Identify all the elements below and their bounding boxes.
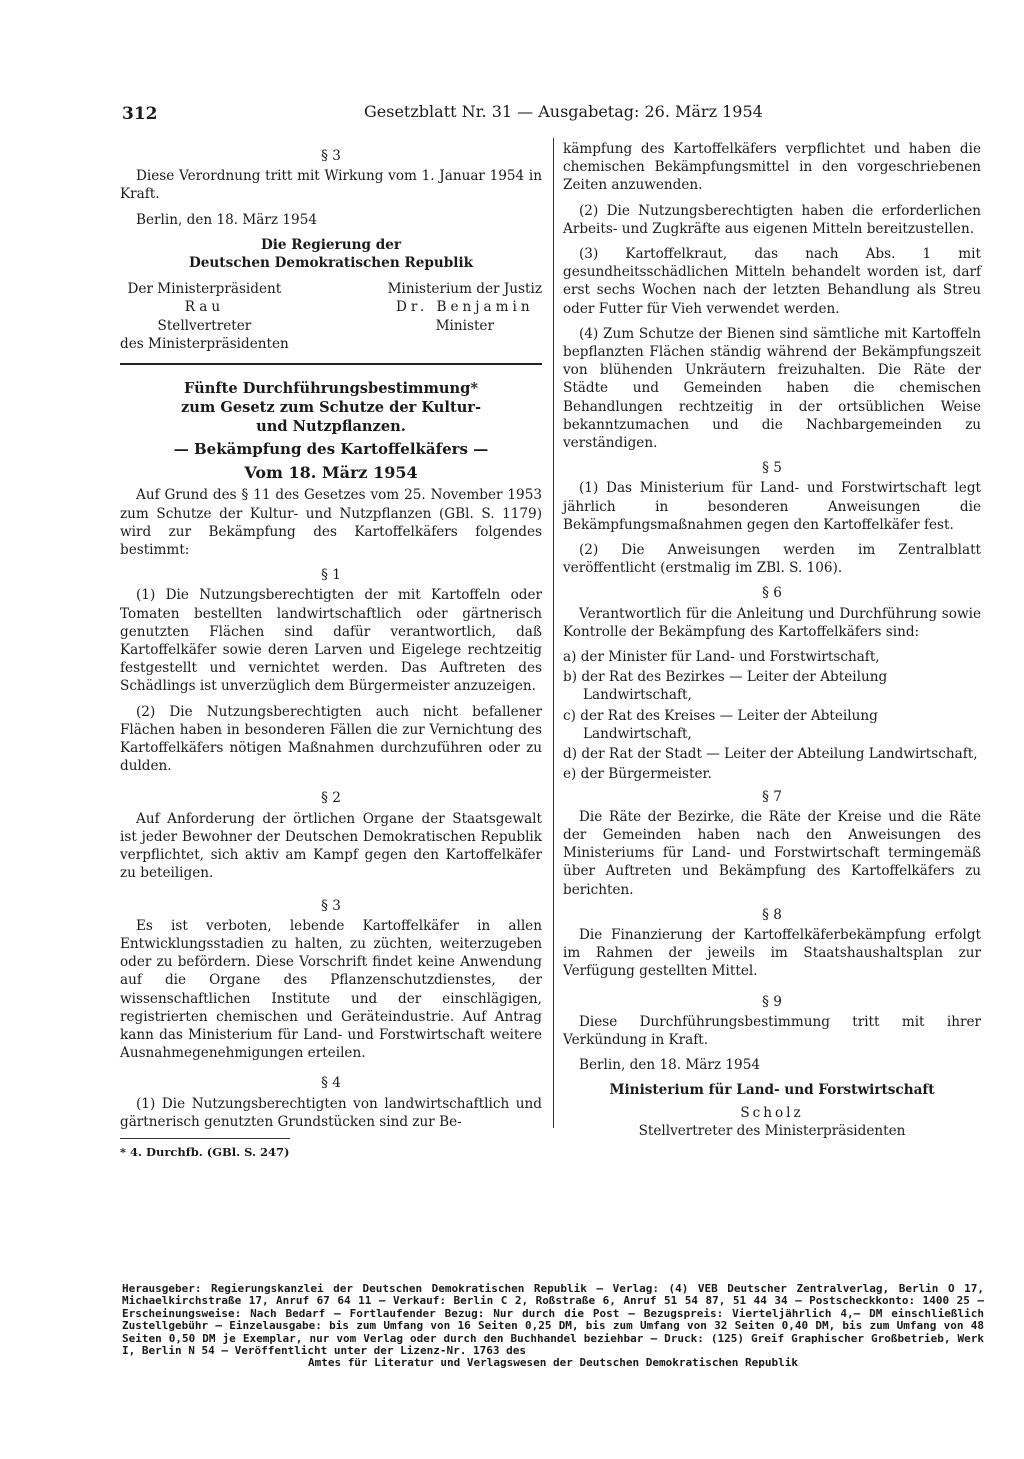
signature-name: Scholz <box>740 1104 804 1121</box>
paragraph: Diese Durchführungsbestimmung tritt mit ihrer Verkündung in Kraft. <box>563 1013 981 1048</box>
imprint <box>122 1283 984 1370</box>
paragraph: (2) Die Nutzungsberechtigten haben die erforderlichen Arbeits- und Zugkräfte aus eigenen Mitteln bereitzustellen. <box>563 202 981 237</box>
imprint-text: Herausgeber: Regierungskanzlei der Deutschen Demokratischen Republik — Verlag: (4) VEB Deutscher Zentralverlag, Berlin O 17, Michaelkirchstraße 17, Anruf 67 64 11 — Verkauf: Berlin C 2, Roßstraße 6, Anruf 51 54 87, 51 44 34 — Postscheckkonto: 1400 25 — Erscheinungsweise: Nach Bedarf — Fortlaufender Bezug: Nur durch die Post — Bezugspreis: Vierteljährlich 4,— DM einschließlich Zustellgebühr — Einzelausgabe: bis zum Umfang von 16 Seiten 0,25 DM, bis zum Umfang von 32 Seiten 0,40 DM, bis zum Umfang von 48 Seiten 0,50 DM je Exemplar, nur vom Verlag oder durch den Buchhandel beziehbar — Druck: (125) Greif Graphischer Großbetrieb, Werk I, Berlin N 54 — Veröffentlicht unter der Lizenz-Nr. 1763 des <box>122 1282 984 1358</box>
signature-block <box>120 280 542 353</box>
government-heading: Deutschen Demokratischen Republik <box>188 255 474 272</box>
paragraph: (1) Die Nutzungsberechtigten von landwirtschaftlich und gärtnerisch genutzten Grundstücken sind zur Be- <box>120 1095 542 1130</box>
footnote: * 4. Durchfb. (GBl. S. 247) <box>120 1144 290 1159</box>
paragraph: Die Räte der Bezirke, die Räte der Kreise und die Räte der Gemeinden haben nach den Anweisungen des Ministeriums für Land- und Forstwirtschaft termingemäß über Auftreten und Bekämpfung des Kartoffelkäfers zu berichten. <box>563 808 981 898</box>
paragraph: kämpfung des Kartoffelkäfers verpflichtet und haben die chemischen Bekämpfungsmittel in den vorgeschriebenen Zeiten anzuwenden. <box>563 141 981 194</box>
running-head: Gesetzblatt Nr. 31 — Ausgabetag: 26. März 1954 <box>364 102 763 121</box>
column-divider <box>553 138 554 1128</box>
paragraph: (2) Die Anweisungen werden im Zentralblatt veröffentlicht (erstmalig im ZBl. S. 106). <box>563 542 981 577</box>
signature-title: Der Ministerpräsident <box>127 281 282 298</box>
paragraph: Auf Anforderung der örtlichen Organe der Staatsgewalt ist jeder Bewohner der Deutschen Demokratischen Republik verpflichtet, sich aktiv am Kampf gegen den Kartoffelkäfer zu beteiligen. <box>120 810 542 882</box>
paragraph: (3) Kartoffelkraut, das nach Abs. 1 mit gesundheitsschädlichen Mitteln behandelt worden ist, darf erst sechs Wochen nach der letzten Behandlung als Streu oder Futter für Vieh verwendet werden. <box>563 246 981 317</box>
section-heading: § 8 <box>762 906 782 923</box>
decree-title: Fünfte Durchführungsbestimmung* <box>184 380 478 398</box>
signature-right <box>388 280 542 353</box>
decree-title: zum Gesetz zum Schutze der Kultur- <box>180 399 482 417</box>
date-line: Berlin, den 18. März 1954 <box>579 1057 760 1074</box>
paragraph: (4) Zum Schutze der Bienen sind sämtliche mit Kartoffeln bepflanzten Flächen ständig während der Bekämpfungszeit von blühenden Unkräutern freizuhalten. Die Räte der Städte und Gemeinden haben die chemischen Behandlungen rechtzeitig in der ortsüblichen Weise bekanntzumachen und die Nachbargemeinden zu verständigen. <box>563 325 981 452</box>
signature-role: Stellvertreter des Ministerpräsidenten <box>638 1122 906 1139</box>
paragraph: Die Finanzierung der Kartoffelkäferbekämpfung erfolgt im Rahmen der jeweils im Staatshaushaltsplan zur Verfügung gestellten Mittel. <box>563 926 981 980</box>
government-heading: Die Regierung der <box>260 236 402 253</box>
left-column <box>120 143 542 1161</box>
ministry-heading: Ministerium für Land- und Forstwirtschaft <box>609 1082 935 1099</box>
section-heading: § 3 <box>321 148 341 164</box>
section-heading: § 4 <box>321 1075 341 1092</box>
page-number: 312 <box>122 104 158 124</box>
paragraph: Es ist verboten, lebende Kartoffelkäfer in allen Entwicklungsstadien zu halten, zu züchten, weiterzugeben oder zu befördern. Diese Vorschrift findet keine Anwendung auf die Organe des Pflanzenschutzdienstes, der wissenschaftlichen Institute und der einschlägigen, registrierten chemischen und Geräteindustrie. Auf Antrag kann das Ministerium für Land- und Forstwirtschaft weitere Ausnahmegenehmigungen erteilen. <box>120 917 542 1062</box>
list-item: e) der Bürgermeister. <box>563 766 712 783</box>
decree-subtitle: — Bekämpfung des Kartoffelkäfers — <box>173 440 489 459</box>
signature-role: des Ministerpräsidenten <box>120 335 289 352</box>
section-heading: § 9 <box>762 993 782 1010</box>
imprint-last-line: Amtes für Literatur und Verlagswesen der Deutschen Demokratischen Republik <box>307 1356 799 1370</box>
signature-title: Ministerium der Justiz <box>387 281 542 298</box>
section-heading: § 7 <box>762 788 782 805</box>
date-line: Berlin, den 18. März 1954 <box>136 211 317 228</box>
footnote-rule <box>120 1138 290 1139</box>
list-item: d) der Rat der Stadt — Leiter der Abteilung Landwirtschaft, <box>563 746 978 763</box>
right-column <box>563 140 981 1140</box>
paragraph: (1) Das Ministerium für Land- und Forstwirtschaft legt jährlich in besonderen Anweisungen die Bekämpfungsmaßnahmen gegen den Kartoffelkäfer fest. <box>563 480 981 533</box>
signature-name: Dr. Benjamin <box>395 299 534 316</box>
section-heading: § 3 <box>321 897 341 914</box>
section-rule <box>120 363 542 365</box>
section-heading: § 2 <box>321 790 341 807</box>
paragraph: Verantwortlich für die Anleitung und Durchführung sowie Kontrolle der Bekämpfung des Kartoffelkäfers sind: <box>563 605 981 640</box>
section-heading: § 1 <box>321 567 341 584</box>
paragraph: (2) Die Nutzungsberechtigten auch nicht befallener Flächen haben in besonderen Fällen die zur Vernichtung des Kartoffelkäfers nötigen Maßnahmen durchzuführen oder zu dulden. <box>120 703 542 775</box>
decree-title: und Nutzpflanzen. <box>256 418 406 436</box>
preamble: Auf Grund des § 11 des Gesetzes vom 25. November 1953 zum Schutze der Kultur- und Nutzpflanzen (GBl. S. 1179) wird zur Bekämpfung des Kartoffelkäfers folgendes bestimmt: <box>120 487 542 559</box>
paragraph: Diese Verordnung tritt mit Wirkung vom 1. Januar 1954 in Kraft. <box>120 168 542 203</box>
list-item: b) der Rat des Bezirkes — Leiter der Abteilung Landwirtschaft, <box>563 669 888 704</box>
signature-role: Stellvertreter <box>157 317 252 334</box>
signature-left <box>120 280 289 353</box>
list-item: c) der Rat des Kreises — Leiter der Abteilung Landwirtschaft, <box>563 707 878 742</box>
list-item: a) der Minister für Land- und Forstwirtschaft, <box>563 649 880 666</box>
section-heading: § 5 <box>762 460 782 477</box>
section-heading: § 6 <box>762 585 782 602</box>
decree-date: Vom 18. März 1954 <box>244 463 418 483</box>
signature-role: Minister <box>435 317 494 334</box>
paragraph: (1) Die Nutzungsberechtigten der mit Kartoffeln oder Tomaten bestellten landwirtschaftlich oder gärtnerisch genutzten Flächen sind dafür verantwortlich, daß Kartoffelkäfer sowie deren Larven und Eigelege rechtzeitig festgestellt und vernichtet werden. Das Auftreten des Schädlings ist unverzüglich dem Bürgermeister anzuzeigen. <box>120 587 542 695</box>
signature-name: Rau <box>184 299 225 316</box>
